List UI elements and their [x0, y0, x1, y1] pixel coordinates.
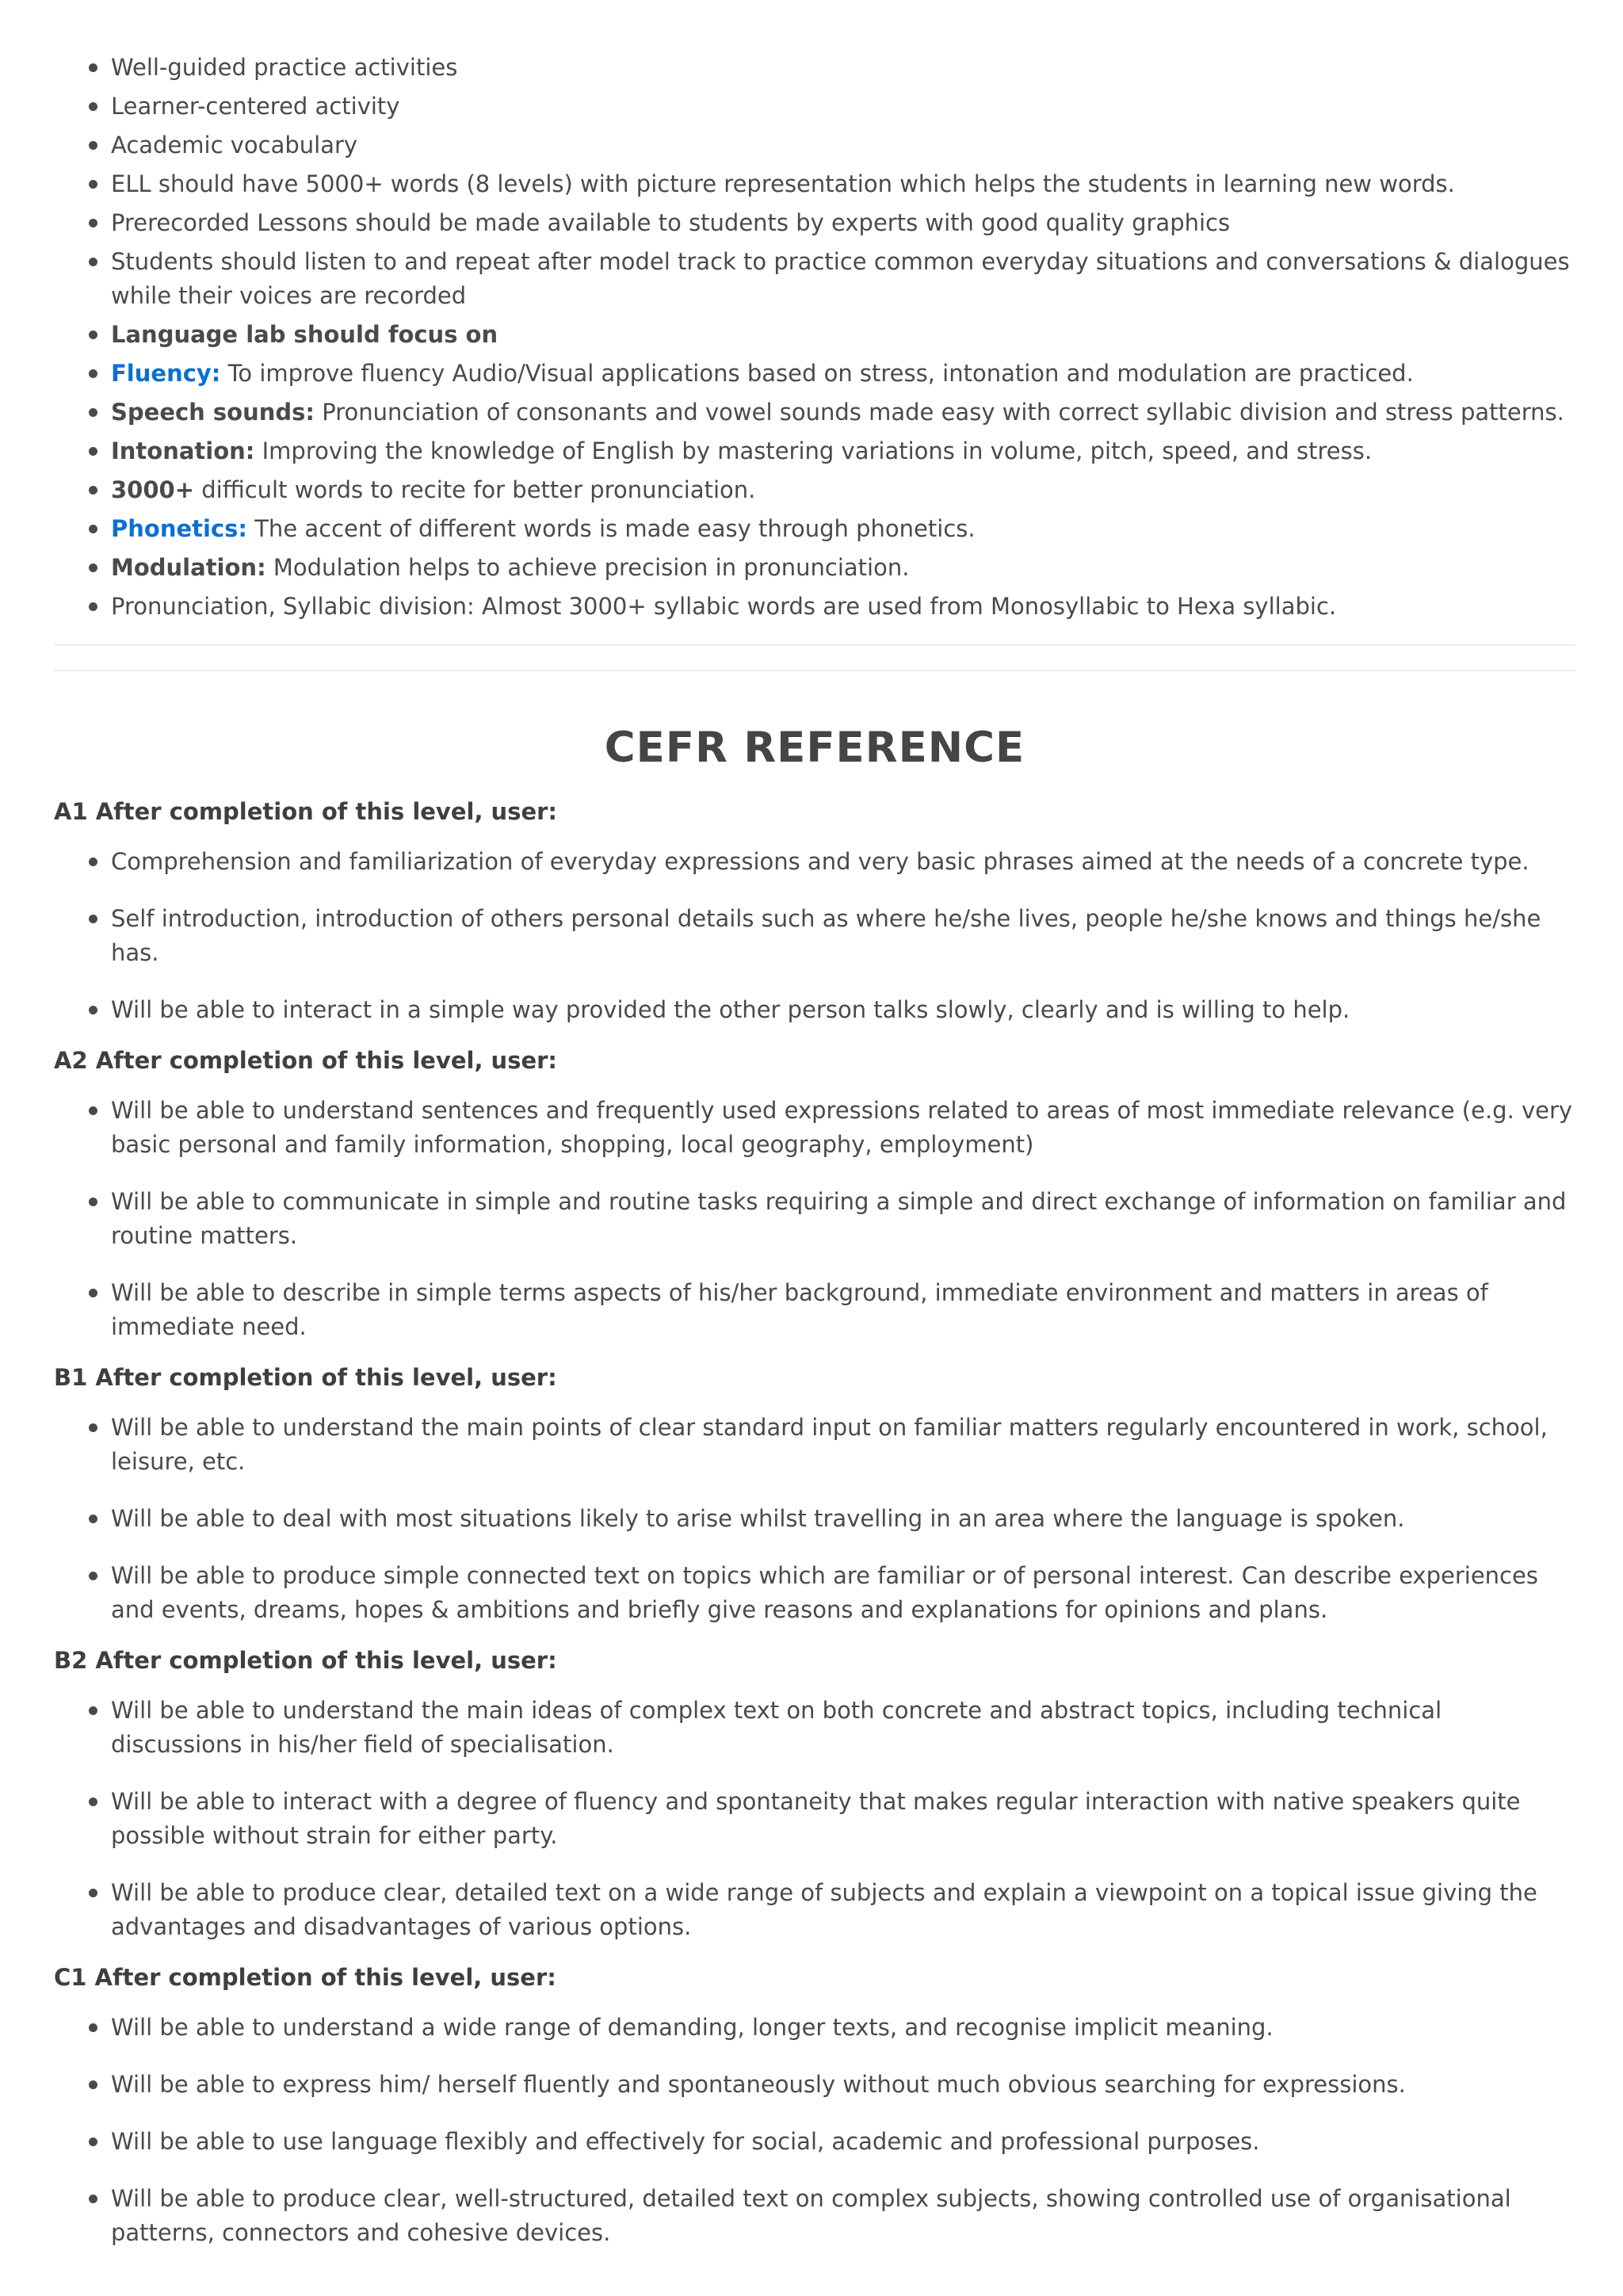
level-heading: A1 After completion of this level, user: — [54, 798, 558, 825]
phonetics-link[interactable]: Phonetics: — [111, 515, 247, 542]
level-heading: C1 After completion of this level, user: — [54, 1964, 556, 1991]
list-item-text: Learner-centered activity — [111, 93, 400, 120]
level-heading: B1 After completion of this level, user: — [54, 1364, 557, 1391]
cefr-level-c1 — [54, 1962, 1575, 2250]
list-item-text: Well-guided practice activities — [111, 54, 458, 81]
list-item: Will be able to produce clear, well-structured, detailed text on complex subjects, showing controlled use of organisational patterns, connectors and cohesive devices. — [54, 2182, 1575, 2250]
page-content — [54, 51, 1575, 2267]
divider — [54, 670, 1575, 671]
list-item-text: Students should listen to and repeat after model track to practice common everyday situations and conversations & dialogues while their voices are recorded — [111, 248, 1570, 309]
level-items — [54, 845, 1575, 1027]
list-item: Will be able to express him/ herself fluently and spontaneously without much obvious searching for expressions. — [54, 2068, 1575, 2102]
list-item: Will be able to interact with a degree of fluency and spontaneity that makes regular interaction with native speakers quite possible without strain for either party. — [54, 1785, 1575, 1853]
list-item-text: Pronunciation of consonants and vowel sounds made easy with correct syllabic division and stress patterns. — [315, 399, 1564, 426]
list-item-text: Modulation helps to achieve precision in pronunciation. — [265, 554, 910, 581]
list-item — [54, 51, 1575, 85]
list-item-text: Pronunciation, Syllabic division: Almost 3000+ syllabic words are used from Monosyllabic to Hexa syllabic. — [111, 593, 1337, 620]
list-item: Will be able to produce clear, detailed text on a wide range of subjects and explain a viewpoint on a topical issue giving the advantages and disadvantages of various options. — [54, 1876, 1575, 1944]
divider — [54, 644, 1575, 646]
level-heading: A2 After completion of this level, user: — [54, 1047, 558, 1074]
level-items — [54, 2011, 1575, 2250]
fluency-link[interactable]: Fluency: — [111, 360, 221, 387]
modulation-label: Modulation: — [111, 554, 266, 581]
speech-sounds-label: Speech sounds: — [111, 399, 315, 426]
list-item: Will be able to understand sentences and frequently used expressions related to areas of most immediate relevance (e.g. very basic personal and family information, shopping, local geography, employment) — [54, 1094, 1575, 1162]
list-item-text: The accent of different words is made easy through phonetics. — [247, 515, 976, 542]
list-item — [54, 167, 1575, 201]
word-count-label: 3000+ — [111, 476, 195, 503]
list-item-text: To improve fluency Audio/Visual applications based on stress, intonation and modulation are practiced. — [220, 360, 1414, 387]
cefr-level-a2 — [54, 1045, 1575, 1344]
list-item-text: Prerecorded Lessons should be made available to students by experts with good quality graphics — [111, 209, 1231, 236]
list-item — [54, 590, 1575, 624]
list-item: Will be able to deal with most situations likely to arise whilst travelling in an area where the language is spoken. — [54, 1502, 1575, 1536]
list-item: Self introduction, introduction of others personal details such as where he/she lives, people he/she knows and things he/she has. — [54, 902, 1575, 970]
list-item — [54, 318, 1575, 352]
list-item: Will be able to understand a wide range of demanding, longer texts, and recognise implicit meaning. — [54, 2011, 1575, 2045]
level-heading: B2 After completion of this level, user: — [54, 1647, 557, 1674]
list-item: Will be able to use language flexibly and effectively for social, academic and professional purposes. — [54, 2125, 1575, 2159]
list-item: Will be able to understand the main points of clear standard input on familiar matters regularly encountered in work, school, leisure, etc. — [54, 1411, 1575, 1479]
level-items — [54, 1694, 1575, 1944]
intonation-label: Intonation: — [111, 437, 255, 464]
list-item-text: difficult words to recite for better pronunciation. — [194, 476, 756, 503]
list-item — [54, 434, 1575, 468]
list-item: Will be able to produce simple connected text on topics which are familiar or of personal interest. Can describe experiences and events, dreams, hopes & ambitions and briefly give reasons and explanations for opinions and plans. — [54, 1559, 1575, 1627]
list-item: Will be able to communicate in simple and routine tasks requiring a simple and direct exchange of information on familiar and routine matters. — [54, 1185, 1575, 1253]
list-item — [54, 90, 1575, 124]
list-item — [54, 551, 1575, 585]
list-item — [54, 206, 1575, 240]
list-item: Will be able to describe in simple terms aspects of his/her background, immediate environment and matters in areas of immediate need. — [54, 1276, 1575, 1344]
list-item — [54, 395, 1575, 430]
features-list — [54, 51, 1575, 624]
cefr-level-a1 — [54, 796, 1575, 1027]
list-item — [54, 128, 1575, 162]
level-items — [54, 1094, 1575, 1344]
list-item-text: Improving the knowledge of English by mastering variations in volume, pitch, speed, and stress. — [254, 437, 1373, 464]
list-item — [54, 245, 1575, 313]
language-lab-heading: Language lab should focus on — [111, 321, 498, 348]
list-item[interactable] — [54, 512, 1575, 546]
list-item-text: Academic vocabulary — [111, 132, 358, 159]
list-item — [54, 473, 1575, 507]
cefr-level-b2 — [54, 1645, 1575, 1944]
list-item: Will be able to interact in a simple way provided the other person talks slowly, clearly and is willing to help. — [54, 993, 1575, 1027]
list-item[interactable] — [54, 357, 1575, 391]
list-item: Comprehension and familiarization of everyday expressions and very basic phrases aimed at the needs of a concrete type. — [54, 845, 1575, 879]
cefr-title: CEFR REFERENCE — [604, 724, 1025, 772]
list-item-text: ELL should have 5000+ words (8 levels) with picture representation which helps the students in learning new words. — [111, 170, 1455, 197]
list-item: Will be able to understand the main ideas of complex text on both concrete and abstract topics, including technical discussions in his/her field of specialisation. — [54, 1694, 1575, 1762]
cefr-level-b1 — [54, 1362, 1575, 1627]
level-items — [54, 1411, 1575, 1627]
